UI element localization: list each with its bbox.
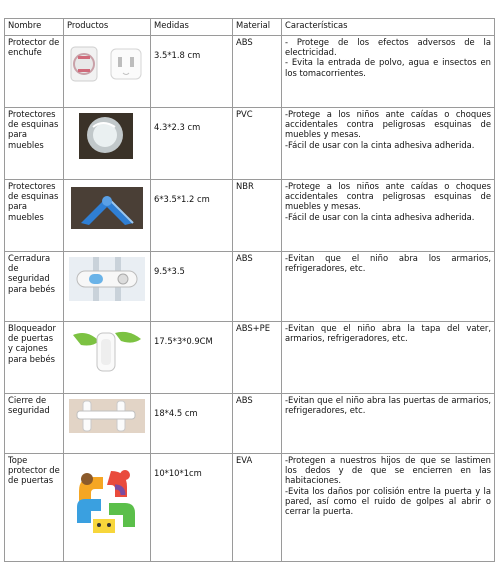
cell-producto-image xyxy=(64,252,151,322)
cell-caracteristicas xyxy=(282,322,495,394)
cell-medidas: 10*10*1cm xyxy=(151,454,233,562)
cell-producto-image xyxy=(64,36,151,108)
caracteristica-line: -Evitan que el niño abra las puertas de armarios, refrigeradores, etc. xyxy=(285,395,491,416)
header-row xyxy=(5,19,495,36)
caracteristica-line: -Evita los daños por colisión entre la puerta y la pared, así como el ruido de golpes al abrir o cerrar la puerta. xyxy=(285,485,491,517)
cell-material: NBR xyxy=(233,180,282,252)
table-row xyxy=(5,252,495,322)
caracteristica-line: - Protege de los efectos adversos de la electricidad. xyxy=(285,37,491,58)
cell-caracteristicas xyxy=(282,394,495,454)
cell-medidas: 17.5*3*0.9CM xyxy=(151,322,233,394)
cell-producto-image xyxy=(64,108,151,180)
table-row xyxy=(5,322,495,394)
cell-medidas: 9.5*3.5 xyxy=(151,252,233,322)
cell-caracteristicas xyxy=(282,252,495,322)
cabinet-lock-icon xyxy=(67,255,147,305)
header-material: Material xyxy=(233,19,282,36)
blue-corner-guard-icon xyxy=(67,183,147,235)
cell-caracteristicas xyxy=(282,180,495,252)
header-caracteristicas: Características xyxy=(282,19,495,36)
socket-protector-icon xyxy=(67,39,147,91)
cell-material: EVA xyxy=(233,454,282,562)
header-productos: Productos xyxy=(64,19,151,36)
animal-door-stopper-icon xyxy=(67,457,147,545)
cell-material: ABS+PE xyxy=(233,322,282,394)
caracteristica-line: -Fácil de usar con la cinta adhesiva adherida. xyxy=(285,211,475,222)
clear-corner-guard-icon xyxy=(67,111,147,163)
cell-producto-image xyxy=(64,322,151,394)
table-row xyxy=(5,108,495,180)
caracteristica-line: -Protegen a nuestros hijos de que se lastimen los dedos y de que se encierren en las habitaciones. xyxy=(285,455,491,486)
header-nombre: Nombre xyxy=(5,19,64,36)
cell-medidas: 4.3*2.3 cm xyxy=(151,108,233,180)
cell-caracteristicas xyxy=(282,36,495,108)
cell-caracteristicas xyxy=(282,108,495,180)
product-table xyxy=(4,18,495,562)
table-row xyxy=(5,180,495,252)
cell-medidas: 3.5*1.8 cm xyxy=(151,36,233,108)
cell-material: PVC xyxy=(233,108,282,180)
cell-producto-image xyxy=(64,180,151,252)
strap-lock-icon xyxy=(67,325,147,377)
caracteristica-line: -Fácil de usar con la cinta adhesiva adherida. xyxy=(285,139,475,150)
table-row xyxy=(5,454,495,562)
cell-material: ABS xyxy=(233,252,282,322)
table-row xyxy=(5,36,495,108)
cell-medidas: 18*4.5 cm xyxy=(151,394,233,454)
cell-nombre: Protectores de esquinas para muebles xyxy=(5,108,64,180)
cell-nombre: Cierre de seguridad xyxy=(5,394,64,454)
cell-medidas: 6*3.5*1.2 cm xyxy=(151,180,233,252)
cell-material: ABS xyxy=(233,36,282,108)
cell-nombre: Protectores de esquinas para muebles xyxy=(5,180,64,252)
cell-material: ABS xyxy=(233,394,282,454)
cell-producto-image xyxy=(64,394,151,454)
cell-caracteristicas xyxy=(282,454,495,562)
caracteristica-line: -Evitan que el niño abra la tapa del vater, armarios, refrigeradores, etc. xyxy=(285,323,491,344)
caracteristica-line: -Protege a los niños ante caídas o choques accidentales contra peligrosas esquinas de muebles y mesas. xyxy=(285,109,491,140)
table-row xyxy=(5,394,495,454)
sliding-lock-icon xyxy=(67,397,147,437)
caracteristica-line: -Protege a los niños ante caídas o choques accidentales contra peligrosas esquinas de muebles y mesas. xyxy=(285,181,491,212)
cell-producto-image xyxy=(64,454,151,562)
cell-nombre: Cerradura de seguridad para bebés xyxy=(5,252,64,322)
cell-nombre: Tope protector de de puertas xyxy=(5,454,64,562)
caracteristica-line: -Evitan que el niño abra los armarios, refrigeradores, etc. xyxy=(285,253,491,274)
cell-nombre: Bloqueador de puertas y cajones para bebés xyxy=(5,322,64,394)
caracteristica-line: - Evita la entrada de polvo, agua e insectos en los tomacorrientes. xyxy=(285,57,491,78)
cell-nombre: Protector de enchufe xyxy=(5,36,64,108)
header-medidas: Medidas xyxy=(151,19,233,36)
